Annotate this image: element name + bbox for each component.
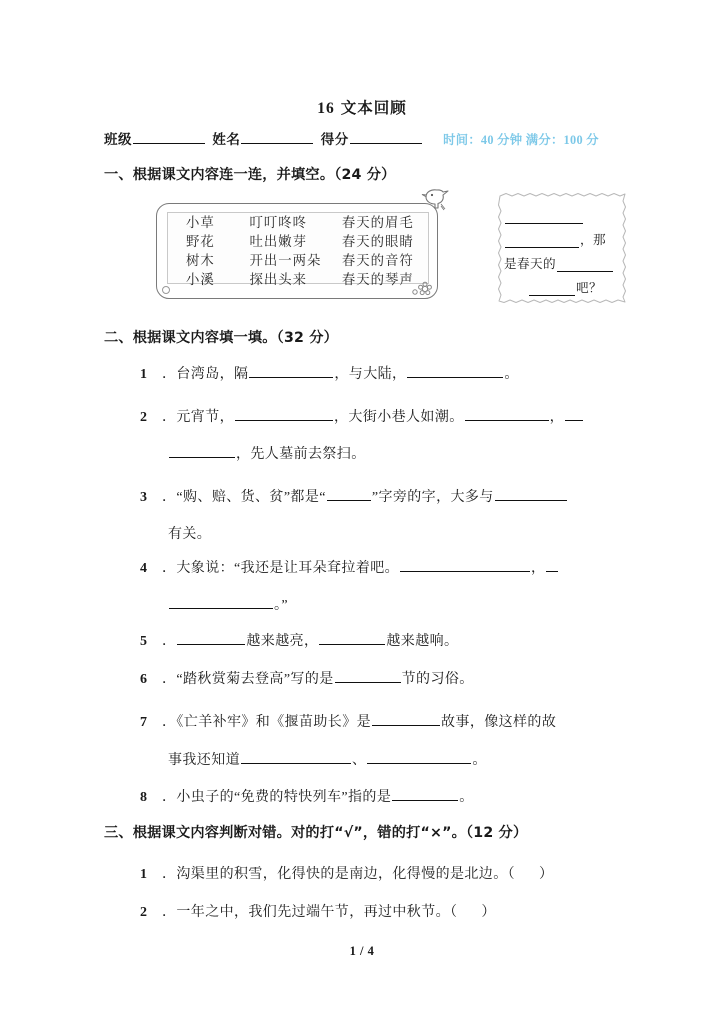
q-text: ”字旁的字，大多与 <box>371 490 494 505</box>
answer-blank[interactable] <box>400 557 530 572</box>
section-2-heading: 二、根据课文内容填一填。（32 分） <box>104 330 338 346</box>
title-text: 文本回顾 <box>340 100 407 117</box>
question-number: 2 <box>140 905 148 920</box>
page-footer: 1 / 4 <box>349 944 375 958</box>
question-2-6 <box>140 668 474 688</box>
q-punct: ． <box>162 790 177 805</box>
question-2-3 <box>140 486 568 506</box>
match-col-b: 探出头来 <box>249 272 308 287</box>
matching-row[interactable] <box>170 250 438 269</box>
matching-row[interactable] <box>170 212 438 231</box>
match-col-a: 小草 <box>186 215 215 230</box>
match-col-a: 小溪 <box>186 272 215 287</box>
match-col-b: 叮叮咚咚 <box>249 215 308 230</box>
name-label: 姓名 <box>212 132 241 147</box>
question-3-1 <box>140 863 553 883</box>
question-2-2 <box>140 406 584 426</box>
class-label: 班级 <box>104 132 132 147</box>
question-number: 8 <box>140 790 148 805</box>
question-number: 1 <box>140 867 148 882</box>
section-3-heading: 三、根据课文内容判断对错。对的打“√”，错的打“×”。（12 分） <box>104 825 528 841</box>
q-punct: ． <box>162 490 177 505</box>
class-blank[interactable] <box>133 130 205 144</box>
q-text: 。 <box>472 753 487 768</box>
q-text: 故事，像这样的故 <box>441 715 557 730</box>
answer-blank[interactable] <box>407 363 503 378</box>
score-blank[interactable] <box>350 130 422 144</box>
q-text: 元宵节， <box>176 410 235 425</box>
answer-blank[interactable] <box>392 786 458 801</box>
q-text: 一年之中，我们先过端午节，再过中秋节。（ <box>176 905 458 920</box>
q-punct: ． <box>162 634 177 649</box>
q-text: 小虫子的“免费的特快列车”指的是 <box>176 790 392 805</box>
matching-row[interactable] <box>170 231 438 250</box>
bird-icon <box>417 184 451 214</box>
question-number: 1 <box>140 367 148 382</box>
question-3-2 <box>140 901 496 921</box>
answer-blank[interactable] <box>169 594 273 609</box>
question-2-4-line2 <box>168 594 288 614</box>
section-1-heading: 一、根据课文内容连一连，并填空。（24 分） <box>104 167 396 183</box>
q-punct: ． <box>162 715 177 730</box>
q-text: ， <box>531 561 546 576</box>
note-line <box>504 272 626 296</box>
q-text: 有关。 <box>168 527 212 542</box>
question-2-7 <box>140 711 556 731</box>
note-text: 是春天的 <box>504 257 556 271</box>
answer-blank[interactable] <box>327 486 371 501</box>
q-text: 台湾岛，隔 <box>176 367 249 382</box>
q-text: 《亡羊补牢》和《揠苗助长》是 <box>176 715 372 730</box>
answer-note-card[interactable] <box>497 192 627 305</box>
answer-blank[interactable] <box>319 630 385 645</box>
q-text: 。” <box>274 598 289 613</box>
q-punct: ． <box>162 672 177 687</box>
question-2-1 <box>140 363 519 383</box>
question-number: 4 <box>140 561 148 576</box>
question-number: 3 <box>140 490 148 505</box>
matching-row[interactable] <box>170 269 438 288</box>
q-text: 事我还知道 <box>168 753 240 768</box>
question-2-7-line2 <box>168 749 487 769</box>
q-text: 越来越响。 <box>386 634 459 649</box>
q-text: ，与大陆， <box>334 367 407 382</box>
q-text: 、 <box>352 753 367 768</box>
match-col-b: 开出一两朵 <box>249 253 322 268</box>
answer-blank[interactable] <box>235 406 333 421</box>
answer-blank[interactable] <box>465 406 549 421</box>
answer-blank[interactable] <box>367 749 471 764</box>
answer-blank[interactable] <box>169 443 235 458</box>
question-number: 6 <box>140 672 148 687</box>
corner-dot-icon <box>162 286 170 294</box>
q-text: 节的习俗。 <box>401 672 474 687</box>
match-col-c: 春天的眼睛 <box>341 234 414 249</box>
note-text: ，那 <box>580 233 606 247</box>
match-col-c: 春天的眉毛 <box>341 215 414 230</box>
q-text: “购、赔、货、贫”都是“ <box>176 490 326 505</box>
q-text: ，大街小巷人如潮。 <box>334 410 464 425</box>
answer-blank[interactable] <box>335 668 401 683</box>
q-text: ，先人墓前去祭扫。 <box>236 447 366 462</box>
title-number: 16 <box>317 100 335 117</box>
question-2-5 <box>140 630 458 650</box>
answer-blank[interactable] <box>495 486 567 501</box>
answer-blank[interactable] <box>372 711 440 726</box>
question-2-2-line2 <box>168 443 366 463</box>
question-number: 2 <box>140 410 148 425</box>
answer-blank[interactable] <box>546 557 558 572</box>
page-title <box>0 96 724 118</box>
question-2-4 <box>140 557 559 577</box>
answer-blank[interactable] <box>177 630 245 645</box>
note-blank[interactable] <box>529 282 575 296</box>
q-punct: ． <box>162 867 177 882</box>
name-blank[interactable] <box>241 130 313 144</box>
note-line <box>504 224 626 248</box>
note-blank[interactable] <box>505 210 583 224</box>
note-blank[interactable] <box>557 258 613 272</box>
answer-blank[interactable] <box>241 749 351 764</box>
answer-note-body <box>504 200 626 298</box>
q-punct: ． <box>162 561 177 576</box>
q-text: 沟渠里的积雪，化得快的是南边，化得慢的是北边。（ <box>176 867 516 882</box>
q-text: 越来越亮， <box>246 634 319 649</box>
score-label: 得分 <box>320 132 349 147</box>
q-text: “踏秋赏菊去登高”写的是 <box>176 672 334 687</box>
matching-rows <box>170 212 438 288</box>
q-text: ， <box>549 410 565 425</box>
answer-blank[interactable] <box>565 406 583 421</box>
match-col-c: 春天的琴声 <box>341 272 414 287</box>
note-text: 吧？ <box>576 281 602 295</box>
note-blank[interactable] <box>505 234 579 248</box>
q-punct: ． <box>162 905 177 920</box>
note-line <box>504 248 626 272</box>
match-col-a: 树木 <box>186 253 215 268</box>
match-col-a: 野花 <box>186 234 215 249</box>
match-col-b: 吐出嫩芽 <box>249 234 308 249</box>
student-info-line <box>104 128 624 148</box>
q-text: 。 <box>459 790 474 805</box>
match-col-c: 春天的音符 <box>341 253 414 268</box>
question-number: 5 <box>140 634 148 649</box>
answer-blank[interactable] <box>249 363 333 378</box>
q-text: ） <box>481 905 496 920</box>
note-line <box>504 200 626 224</box>
exam-meta: 时间：40 分钟 满分：100 分 <box>443 133 599 147</box>
question-2-3-line2 <box>168 523 211 543</box>
question-2-8 <box>140 786 474 806</box>
q-punct: ． <box>162 367 177 382</box>
q-text: ） <box>539 867 554 882</box>
q-text: 大象说：“我还是让耳朵耷拉着吧。 <box>176 561 400 576</box>
truefalse-answer-box[interactable] <box>516 864 538 878</box>
question-number: 7 <box>140 715 148 730</box>
q-text: 。 <box>504 367 519 382</box>
truefalse-answer-box[interactable] <box>458 902 480 916</box>
q-punct: ． <box>162 410 177 425</box>
